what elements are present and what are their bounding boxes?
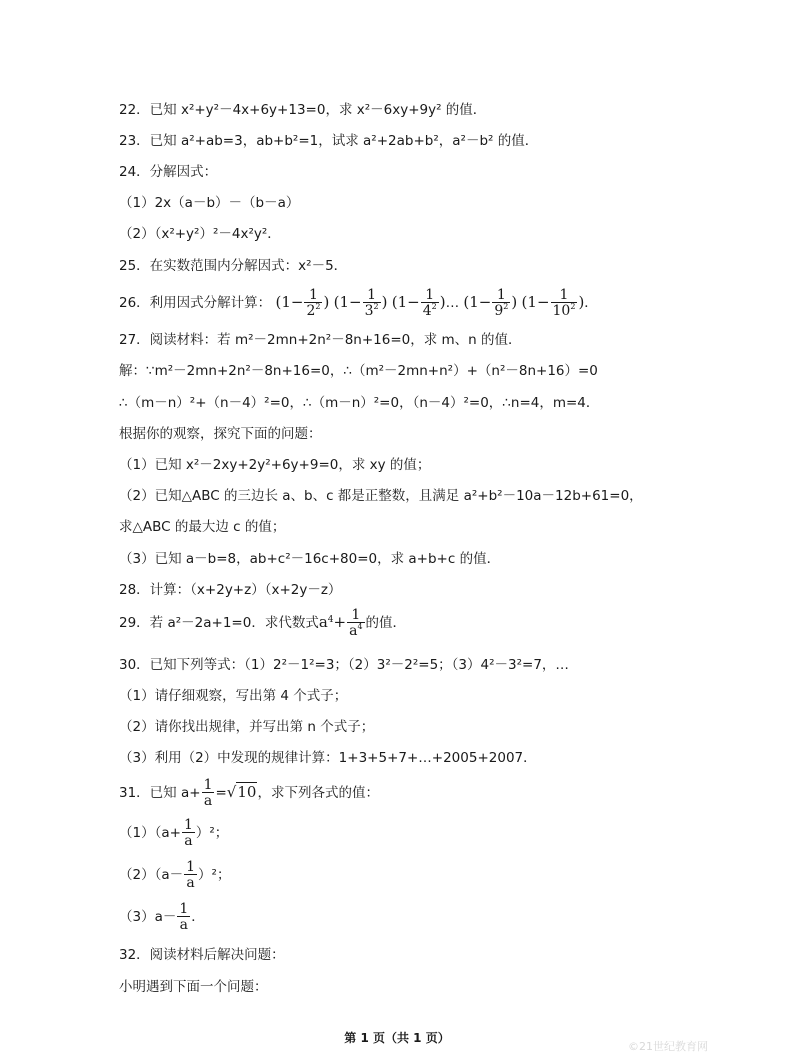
problem-27-explore: 根据你的观察，探究下面的问题： xyxy=(119,426,322,442)
problem-31-part-2: （2）（a－ $\frac{1}{a}$ ）²； xyxy=(119,859,231,891)
problem-27-part-1: （1）已知 x²－2xy+2y²+6y+9=0，求 xy 的值； xyxy=(119,457,431,473)
problem-25: 25．在实数范围内分解因式：x²－5． xyxy=(119,258,348,274)
problem-27-solution-1: 解：∵m²－2mn+2n²－8n+16=0，∴（m²－2mn+n²）+（n²－8n+16）=0 xyxy=(119,363,598,379)
problem-27-solution-2: ∴（m－n）²+（n－4）²=0，∴（m－n）²=0，（n－4）²=0，∴n=4，m=4． xyxy=(119,395,600,411)
problem-26-prefix: 26．利用因式分解计算： xyxy=(119,295,272,311)
problem-28: 28．计算：（x+2y+z）（x+2y－z） xyxy=(119,582,342,598)
problem-27-part-2: （2）已知△ABC 的三边长 a、b、c 都是正整数，且满足 a²+b²－10a－12b+61=0， xyxy=(119,488,643,504)
problem-27: 27．阅读材料：若 m²－2mn+2n²－8n+16=0，求 m、n 的值． xyxy=(119,332,522,348)
fraction-1-over-2sq: $\frac{1}{2^2}$ xyxy=(306,287,321,319)
problem-29: 29．若 a²－2a+1=0．求代数式$a^4+$ $\frac{1}{a^4}$ 的值． xyxy=(119,607,407,639)
watermark: ©21世纪教育网 xyxy=(628,1040,708,1053)
fraction-1-over-a4: $\frac{1}{a^4}$ xyxy=(349,607,363,639)
problem-24-part-1: （1）2x（a－b）－（b－a） xyxy=(119,195,300,211)
page-footer: 第 1 页（共 1 页） xyxy=(344,1031,450,1045)
fraction-1-over-3sq: $\frac{1}{3^2}$ xyxy=(364,287,379,319)
problem-31-part-3: （3）a－ $\frac{1}{a}$ ． xyxy=(119,901,205,933)
problem-23: 23．已知 a²+ab=3，ab+b²=1，试求 a²+2ab+b²，a²－b² 的值． xyxy=(119,133,539,149)
fraction-1-over-a: $\frac{1}{a}$ xyxy=(203,777,213,809)
problem-29-prefix: 29．若 a²－2a+1=0．求代数式 xyxy=(119,615,319,631)
problem-22: 22．已知 x²+y²－4x+6y+13=0，求 x²－6xy+9y² 的值． xyxy=(119,102,487,118)
problem-30-part-3: （3）利用（2）中发现的规律计算：1+3+5+7+…+2005+2007． xyxy=(119,750,537,766)
problem-24: 24．分解因式： xyxy=(119,164,218,180)
fraction-1-over-10sq: $\frac{1}{10^2}$ xyxy=(552,287,576,319)
problem-30: 30．已知下列等式：（1）2²－1²=3；（2）3²－2²=5；（3）4²－3²=7，… xyxy=(119,657,569,673)
problem-30-part-2: （2）请你找出规律，并写出第 n 个式子； xyxy=(119,719,375,735)
problem-31-part-1: （1）（a+ $\frac{1}{a}$ ）²； xyxy=(119,817,229,849)
sqrt-10: √10 xyxy=(226,783,257,801)
problem-24-part-2: （2）（x²+y²）²－4x²y²． xyxy=(119,226,281,242)
problem-32-intro: 小明遇到下面一个问题： xyxy=(119,979,268,995)
fraction-1-over-4sq: $\frac{1}{4^2}$ xyxy=(422,287,437,319)
problem-31: 31．已知 a+ $\frac{1}{a}$ =√10，求下列各式的值： xyxy=(119,777,379,809)
problem-27-part-2-cont: 求△ABC 的最大边 c 的值； xyxy=(119,519,286,535)
problem-30-part-1: （1）请仔细观察，写出第 4 个式子； xyxy=(119,688,348,704)
problem-27-part-3: （3）已知 a－b=8，ab+c²－16c+80=0，求 a+b+c 的值． xyxy=(119,551,501,567)
problem-26: 26．利用因式分解计算： (1− $\frac{1}{2^2}$ ) (1− $\frac{1}{3^2}$ ) (1− $\frac{1}{4^2}$ )… (1− $\frac{1}{9^2}$ ) (1− $\frac{1}{10^2}$ )． xyxy=(119,287,598,319)
problem-32: 32．阅读材料后解决问题： xyxy=(119,947,285,963)
fraction-1-over-9sq: $\frac{1}{9^2}$ xyxy=(494,287,509,319)
